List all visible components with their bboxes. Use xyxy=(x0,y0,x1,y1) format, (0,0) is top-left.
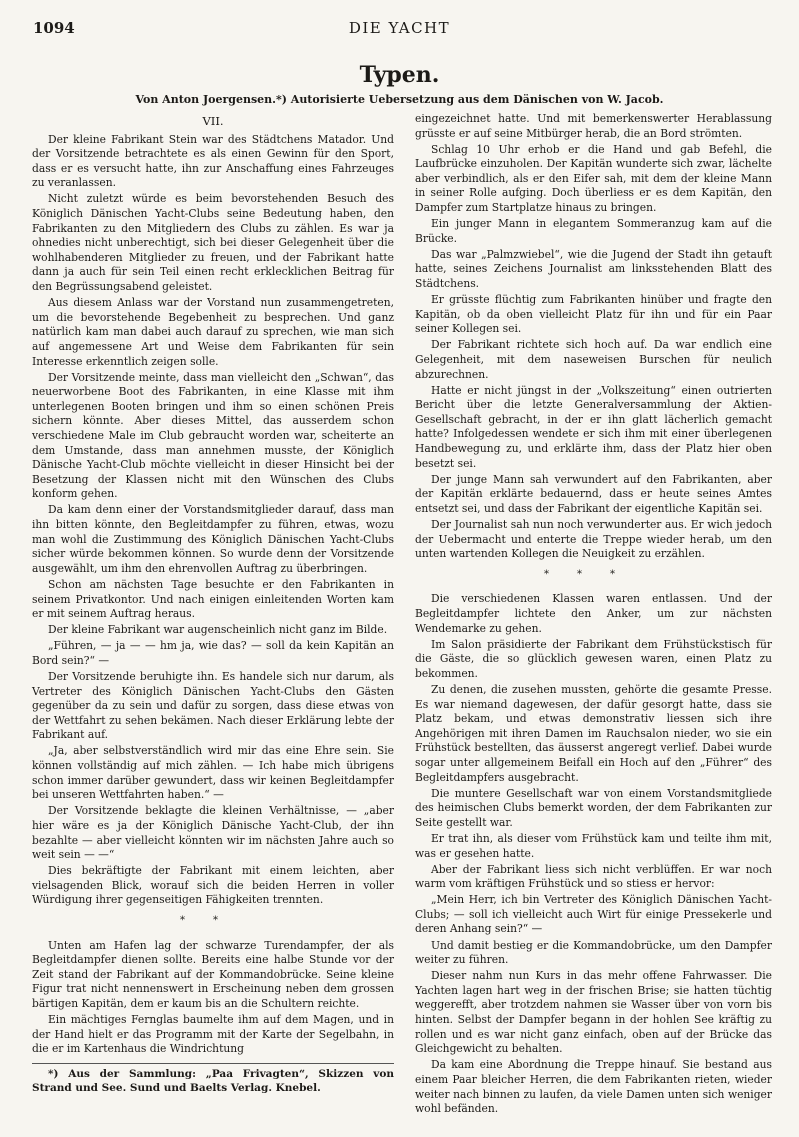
divider-star: * xyxy=(610,568,643,580)
divider-star: * xyxy=(577,568,610,580)
paragraph: Der Vorsitzende beklagte die kleinen Verhältnisse, — „aber hier wäre es ja der Königlich Dänische Yacht-Club, der ihn bezahlte — aber vielleicht könnten wir im nächsten Jahre auch so weit sein — —“ xyxy=(32,804,394,862)
article-title: Typen. xyxy=(359,62,440,88)
paragraph: Hatte er nicht jüngst in der „Volkszeitung“ einen outrierten Bericht über die letzte Generalversammlung der Aktien-Gesellschaft gebracht, in der er ihn glatt lächerlich gemacht hatte? Infolgedessen wendete er sich ihm mit einer überlegenen Handbewegung zu, und erklärte ihm, dass der Platz hier oben besetzt sei. xyxy=(415,383,772,470)
paragraph: Und damit bestieg er die Kommandobrücke, um den Dampfer weiter zu führen. xyxy=(415,938,772,967)
article-byline: Von Anton Joergensen.*) Autorisierte Uebersetzung aus dem Dänischen von W. Jacob. xyxy=(135,93,664,106)
paragraph: Der Fabrikant richtete sich hoch auf. Da war endlich eine Gelegenheit, mit dem naseweisen Burschen für neulich abzurechnen. xyxy=(415,338,772,381)
paragraph: Da kam eine Abordnung die Treppe hinauf. Sie bestand aus einem Paar bleicher Herren, die dem Fabrikanten rieten, wieder weiter nach binnen zu laufen, da viele Damen unten sich weniger wohl befänden. xyxy=(415,1058,772,1116)
paragraph: „Mein Herr, ich bin Vertreter des Königlich Dänischen Yacht-Clubs; — soll ich vielleicht auch Wirt für einige Pressekerle und deren Anhang sein?“ — xyxy=(415,893,772,936)
paragraph: Der Vorsitzende beruhigte ihn. Es handele sich nur darum, als Vertreter des Königlich Dänischen Yacht-Clubs den Gästen gegenüber da zu sein und dafür zu sorgen, dass diese etwas von der Wettfahrt zu sehen bekämen. Nach dieser Erklärung lebte der Fabrikant auf. xyxy=(32,669,394,742)
divider-star: * xyxy=(180,914,213,926)
paragraph: Das war „Palmzwiebel“, wie die Jugend der Stadt ihn getauft hatte, seines Zeichens Journalist am linksstehenden Blatt des Städtchens. xyxy=(415,247,772,291)
paragraph: Ein junger Mann in elegantem Sommeranzug kam auf die Brücke. xyxy=(415,217,772,245)
paragraph: Dies bekräftigte der Fabrikant mit einem leichten, aber vielsagenden Blick, worauf sich die beiden Herren in voller Würdigung ihrer gegenseitigen Fähigkeiten trennten. xyxy=(32,864,394,907)
paragraph: Unten am Hafen lag der schwarze Turendampfer, der als Begleitdampfer dienen sollte. Bereits eine halbe Stunde vor der Zeit stand der Fabrikant auf der Kommandobrücke. Seine kleine Figur trat nicht nennenswert in Erscheinung neben dem grossen bärtigen Kapitän, dem er kaum bis an die Schultern reichte. xyxy=(32,938,394,1010)
left-column xyxy=(32,112,394,1096)
section-divider xyxy=(32,914,394,929)
paragraph: Die muntere Gesellschaft war von einem Vorstandsmitgliede des heimischen Clubs bemerkt worden, der dem Fabrikanten zur Seite gestellt war. xyxy=(415,786,772,829)
right-column xyxy=(415,112,772,1118)
paragraph: Aber der Fabrikant liess sich nicht verblüffen. Er war noch warm vom kräftigen Frühstück und so stiess er hervor: xyxy=(415,862,772,891)
paragraph: Die verschiedenen Klassen waren entlassen. Und der Begleitdampfer lichtete den Anker, um zur nächsten Wendemarke zu gehen. xyxy=(415,592,772,635)
paragraph: Dieser nahm nun Kurs in das mehr offene Fahrwasser. Die Yachten lagen hart weg in der frischen Brise; sie hatten tüchtig weggerefft, aber trotzdem nahmen sie Wasser über von vorn bis hinten. Selbst der Dampfer begann in der hohlen See kräftig zu rollen und es war nicht ganz einfach, oben auf der Brücke das Gleichgewicht zu behalten. xyxy=(415,969,772,1056)
footnote-rule xyxy=(32,1063,394,1064)
paragraph: Der kleine Fabrikant war augenscheinlich nicht ganz im Bilde. xyxy=(48,623,388,637)
footnote: *) Aus der Sammlung: „Paa Frivagten“, Skizzen von Strand und See. Sund und Baelts Verlag. Knebel. xyxy=(32,1067,394,1094)
paragraph: Aus diesem Anlass war der Vorstand nun zusammengetreten, um die bevorstehende Begebenheit zu besprechen. Und ganz natürlich kam man dabei auch darauf zu sprechen, wie man sich auf angemessene Art und Weise dem Fabrikanten für sein Interesse erkenntlich zeigen solle. xyxy=(32,296,394,368)
paragraph: Der Vorsitzende meinte, dass man vielleicht den „Schwan“, das neuerworbene Boot des Fabrikanten, in eine Klasse mit ihm unterlegenen Booten bringen und ihm so einen schönen Preis sichern könnte. Aber dieses Mittel, das ausserdem schon verschiedene Male im Club gebraucht worden war, scheiterte an dem Umstande, dass man annehmen musste, der Königlich Dänische Yacht-Club möchte vielleicht in dieser Hinsicht bei der Besetzung der Klassen nicht mit den Wünschen des Clubs konform gehen. xyxy=(32,370,394,501)
paragraph: Zu denen, die zusehen mussten, gehörte die gesamte Presse. Es war niemand dagewesen, der dafür gesorgt hatte, dass sie Platz bekam, und etwas demonstrativ liessen sich ihre Angehörigen mit ihren Damen im Rauchsalon nieder, wo sie ein Frühstück bestellten, das äusserst angeregt verlief. Dabei wurde sogar unter allgemeinem Beifall ein Hoch auf den „Führer“ des Begleitdampfers ausgebracht. xyxy=(415,682,772,784)
paragraph: Schlag 10 Uhr erhob er die Hand und gab Befehl, die Laufbrücke einzuholen. Der Kapitän wunderte sich zwar, lächelte aber verbindlich, als er den Eifer sah, mit dem der kleine Mann in seiner Rolle aufging. Doch überliess er es dem Kapitän, den Dampfer zum Startplatze hinaus zu bringen. xyxy=(415,142,772,215)
section-number: VII. xyxy=(202,114,224,128)
page-number: 1094 xyxy=(33,19,75,37)
running-head: DIE YACHT xyxy=(348,19,451,37)
paragraph: Der Journalist sah nun noch verwunderter aus. Er wich jedoch der Uebermacht und enterte die Treppe wieder herab, um den unten wartenden Kollegen die Neuigkeit zu erzählen. xyxy=(415,518,772,561)
paragraph: Schon am nächsten Tage besuchte er den Fabrikanten in seinem Privatkontor. Und nach einigen einleitenden Worten kam er mit seinem Auftrag heraus. xyxy=(32,577,394,621)
paragraph: Nicht zuletzt würde es beim bevorstehenden Besuch des Königlich Dänischen Yacht-Clubs seine Bedeutung haben, den Fabrikanten zu den Mitgliedern des Clubs zu zählen. Es war ja ohnedies nicht unberechtigt, sich bei dieser Gelegenheit über die wohlhabenderen Mitglieder zu freuen, und der Fabrikant hatte dann ja auch für sein Teil einen recht erklecklichen Beitrag für den Begrüssungsabend geleistet. xyxy=(32,192,394,294)
paragraph: Der junge Mann sah verwundert auf den Fabrikanten, aber der Kapitän erklärte bedauernd, dass er heute seines Amtes entsetzt sei, und dass der Fabrikant der eigentliche Kapitän sei. xyxy=(415,472,772,515)
paragraph: Ein mächtiges Fernglas baumelte ihm auf dem Magen, und in der Hand hielt er das Programm mit der Karte der Segelbahn, in die er im Kartenhaus die Windrichtung xyxy=(32,1013,394,1056)
paragraph: Im Salon präsidierte der Fabrikant dem Frühstückstisch für die Gäste, die so glücklich gewesen waren, einen Platz zu bekommen. xyxy=(415,637,772,680)
divider-star: * xyxy=(213,914,246,926)
divider-star: * xyxy=(544,568,577,580)
paragraph: Er grüsste flüchtig zum Fabrikanten hinüber und fragte den Kapitän, ob da oben vielleicht Platz für ihn und für ein Paar seiner Kollegen sei. xyxy=(415,293,772,336)
paragraph: Er trat ihn, als dieser vom Frühstück kam und teilte ihm mit, was er gesehen hatte. xyxy=(415,831,772,860)
paragraph: „Führen, — ja — — hm ja, wie das? — soll da kein Kapitän an Bord sein?“ — xyxy=(32,639,394,667)
paragraph: Der kleine Fabrikant Stein war des Städtchens Matador. Und der Vorsitzende betrachtete es als einen Gewinn für den Sport, dass er es versucht hatte, ihn zur Anschaffung eines Fahrzeuges zu veranlassen. xyxy=(32,132,394,190)
section-divider xyxy=(415,568,772,583)
paragraph: Da kam denn einer der Vorstandsmitglieder darauf, dass man ihn bitten könnte, den Begleitdampfer zu führen, etwas, wozu man wohl die Zustimmung des Königlich Dänischen Yacht-Clubs sicher würde bekommen können. So wurde denn der Vorsitzende ausgewählt, um ihm den ehrenvollen Auftrag zu überbringen. xyxy=(32,503,394,575)
paragraph: „Ja, aber selbstverständlich wird mir das eine Ehre sein. Sie können vollständig auf mich zählen. — Ich habe mich übrigens schon immer darüber gewundert, dass wir keinen Begleitdampfer bei unseren Wettfahrten haben.“ — xyxy=(32,744,394,802)
paragraph: eingezeichnet hatte. Und mit bemerkenswerter Herablassung grüsste er auf seine Mitbürger herab, die an Bord strömten. xyxy=(415,112,772,140)
